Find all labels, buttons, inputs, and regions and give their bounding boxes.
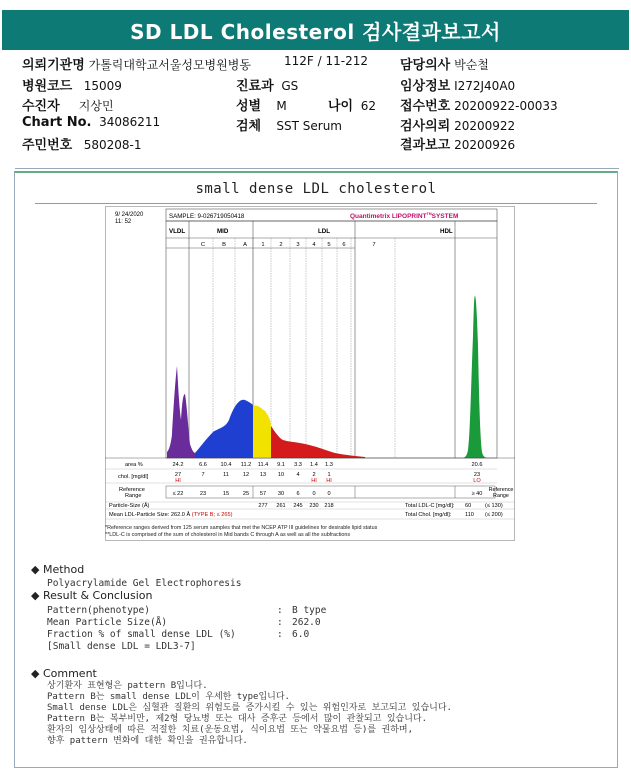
doctor-value: 박순철 <box>454 58 489 72</box>
label-mean <box>109 511 233 518</box>
comment-line: 향후 pattern 변화에 대한 확인을 권유합니다. <box>47 736 248 746</box>
total-chol-label: Total Chol. [mg/dl]: <box>405 512 452 518</box>
band-2: 2 <box>279 242 283 248</box>
datetime-line1: 9/ 24/2020 <box>115 212 144 218</box>
type-value: (TYPE B; ≤ 265) <box>191 512 233 518</box>
ref-right-2: Range <box>493 493 509 499</box>
band-6: 6 <box>342 242 346 248</box>
region-hdl: HDL <box>440 228 453 235</box>
result-heading-text: Result & Conclusion <box>42 589 153 602</box>
ref-a: 25 <box>242 491 250 497</box>
ward-value: 112F / 11-212 <box>284 54 368 68</box>
total-ldl-label: Total LDL-C [mg/dl]: <box>405 503 455 509</box>
mean-label: Mean LDL-Particle Size: <box>109 512 170 518</box>
report-date-label: 결과보고 <box>400 138 451 153</box>
comment-section <box>31 667 606 747</box>
region-mid: MID <box>217 228 229 235</box>
doctor-label: 담당의사 <box>400 58 451 73</box>
result-section <box>31 589 591 653</box>
request-value: 20200922 <box>454 119 516 133</box>
chol-3: 4 <box>296 472 300 478</box>
chol-b: 11 <box>223 472 229 478</box>
footnotes <box>105 525 377 538</box>
result-colon: : <box>277 629 283 640</box>
total-ldl-ref: (≤ 130) <box>485 503 503 509</box>
area-2: 9.1 <box>277 462 285 468</box>
band-4: 4 <box>312 242 316 248</box>
psize-3: 245 <box>293 503 303 509</box>
chol-4: 2 <box>312 472 316 478</box>
clinical-label: 임상정보 <box>400 79 451 94</box>
label-psize: Particle-Size (Å) <box>109 503 150 509</box>
hospital-label: 의뢰기관명 <box>22 58 85 73</box>
method-heading-text: Method <box>42 563 85 576</box>
flag-4: HI <box>311 478 317 484</box>
band-c: C <box>200 242 206 248</box>
ref-4: 0 <box>312 491 316 497</box>
chol-1: 13 <box>259 472 267 478</box>
area-3: 3.3 <box>294 462 302 468</box>
datetime-line2: 11: 52 <box>115 219 132 225</box>
result-note: [Small dense LDL = LDL3-7] <box>47 641 196 652</box>
chol-2: 10 <box>277 472 285 478</box>
psize-1: 277 <box>258 503 268 509</box>
band-1: 1 <box>261 242 265 248</box>
label-area: area % <box>125 462 143 468</box>
brand-text: Quantimetrix LIPOPRINT <box>350 213 427 220</box>
method-section <box>31 563 241 589</box>
age-value: 62 <box>360 99 377 113</box>
title-divider <box>35 203 597 204</box>
lipoprint-panel <box>105 206 515 541</box>
flag-5: HI <box>326 478 332 484</box>
dept-value: GS <box>281 79 299 93</box>
chol-c: 7 <box>201 472 205 478</box>
band-5: 5 <box>327 242 331 248</box>
footnote-1: *Reference ranges derived from 125 serum samples that met the NCEP ATP III guidelines for desirable lipid status <box>105 525 378 531</box>
dept-label: 진료과 <box>236 79 274 94</box>
result-row <box>47 617 567 629</box>
comment-line: 환자의 임상상태에 따른 적절한 치료(운동요법, 식이요법 또는 약물요법 등)를 권하며, <box>47 725 414 735</box>
diamond-icon: ◆ <box>31 667 40 680</box>
comment-line: 상기환자 표현형은 pattern B입니다. <box>47 681 208 691</box>
psize-5: 218 <box>324 503 334 509</box>
comment-heading-text: Comment <box>42 667 97 680</box>
sample-id: SAMPLE: 9-026719050418 <box>169 213 245 220</box>
diamond-icon: ◆ <box>31 589 40 602</box>
chart-label: Chart No. <box>22 115 92 130</box>
ref-1: 57 <box>259 491 267 497</box>
result-label: Mean Particle Size(Å) <box>47 617 168 628</box>
ref-b: 15 <box>222 491 230 497</box>
area-hdl: 20.6 <box>471 462 483 468</box>
result-colon: : <box>277 605 283 616</box>
psize-2: 261 <box>276 503 286 509</box>
ref-right-1: Reference <box>488 487 514 493</box>
report-header: SD LDL Cholesterol 검사결과보고서 <box>2 10 629 50</box>
total-chol-value: 110 <box>465 512 474 518</box>
result-value: 262.0 <box>292 617 321 628</box>
area-4: 1.4 <box>310 462 318 468</box>
band-a: A <box>243 242 247 248</box>
footnote-2: **LDL-C is comprised of the sum of cholesterol in Mid bands C through A as well as all the subfractions <box>105 531 351 538</box>
report-section-title: small dense LDL cholesterol <box>195 181 437 197</box>
ref-vldl: ≤ 22 <box>172 491 184 497</box>
psize-4: 230 <box>309 503 319 509</box>
mean-value: 262.0 Å <box>170 512 191 518</box>
area-5: 1.3 <box>325 462 333 468</box>
band-3: 3 <box>296 242 300 248</box>
id-value: 580208-1 <box>83 138 142 152</box>
ref-2: 30 <box>277 491 285 497</box>
result-row <box>47 605 567 617</box>
specimen-value: SST Serum <box>276 119 342 133</box>
specimen-label: 검체 <box>236 119 262 134</box>
label-chol: chol. [mg/dl] <box>118 474 149 480</box>
result-value: B type <box>292 605 327 616</box>
brand-system: SYSTEM <box>431 213 459 220</box>
code-label: 병원코드 <box>22 79 73 94</box>
label-ref-1: Reference <box>119 487 145 493</box>
chart-value: 34086211 <box>99 115 161 129</box>
chol-hdl: 23 <box>473 472 481 478</box>
total-chol-ref: (≤ 200) <box>485 512 503 518</box>
receipt-label: 접수번호 <box>400 99 451 114</box>
chol-vldl: 27 <box>174 472 182 478</box>
label-ref-2: Range <box>125 493 142 499</box>
request-label: 검사의뢰 <box>400 119 451 134</box>
receipt-value: 20200922-00033 <box>454 99 558 113</box>
brand-name <box>350 212 458 220</box>
result-heading <box>31 589 591 602</box>
comment-line: Pattern B는 복부비만, 제2형 당뇨병 또는 대사 증후군 등에서 많이 관찰되고 있습니다. <box>47 714 428 724</box>
id-label: 주민번호 <box>22 138 73 153</box>
result-value: 6.0 <box>292 629 310 640</box>
band-7: 7 <box>372 242 376 248</box>
total-ldl-value: 60 <box>465 503 472 509</box>
chol-5: 1 <box>327 472 331 478</box>
diamond-icon: ◆ <box>31 563 40 576</box>
method-text: Polyacrylamide Gel Electrophoresis <box>47 578 242 589</box>
chol-a: 12 <box>242 472 250 478</box>
result-frame <box>14 171 618 768</box>
area-1: 11.4 <box>257 462 269 468</box>
result-label: Fraction % of small dense LDL (%) <box>47 629 236 640</box>
area-vldl: 24.2 <box>172 462 184 468</box>
result-label: Pattern(phenotype) <box>47 605 150 616</box>
area-b: 10.4 <box>220 462 232 468</box>
region-ldl: LDL <box>318 228 331 235</box>
clinical-value: I272J40A0 <box>454 79 516 93</box>
result-row <box>47 629 567 641</box>
band-b: B <box>222 242 226 248</box>
method-heading <box>31 563 241 576</box>
patient-value: 지상민 <box>78 99 114 113</box>
patient-label: 수진자 <box>22 99 60 114</box>
comment-line: Pattern B는 small dense LDL이 우세한 type입니다. <box>47 692 290 702</box>
brand-tm: TM <box>426 212 432 216</box>
flag-hdl: LO <box>473 478 481 484</box>
sex-label: 성별 <box>236 99 262 114</box>
ref-5: 0 <box>327 491 331 497</box>
sex-value: M <box>276 99 287 113</box>
flag-vldl: HI <box>175 478 181 484</box>
ref-c: 23 <box>199 491 207 497</box>
area-a: 11.2 <box>240 462 252 468</box>
comment-heading <box>31 667 606 680</box>
age-label: 나이 <box>328 99 354 114</box>
report-date-value: 20200926 <box>454 138 516 152</box>
ref-hdl: ≥ 40 <box>471 491 483 497</box>
result-colon: : <box>277 617 283 628</box>
area-c: 6.6 <box>199 462 207 468</box>
comment-line: Small dense LDL은 심혈관 질환의 위험도를 증가시킬 수 있는 위험인자로 보고되고 있습니다. <box>47 703 452 713</box>
hospital-value: 가톨릭대학교서울성모병원병동 <box>88 58 251 72</box>
code-value: 15009 <box>83 79 122 93</box>
ref-3: 6 <box>296 491 300 497</box>
region-vldl: VLDL <box>169 228 186 235</box>
